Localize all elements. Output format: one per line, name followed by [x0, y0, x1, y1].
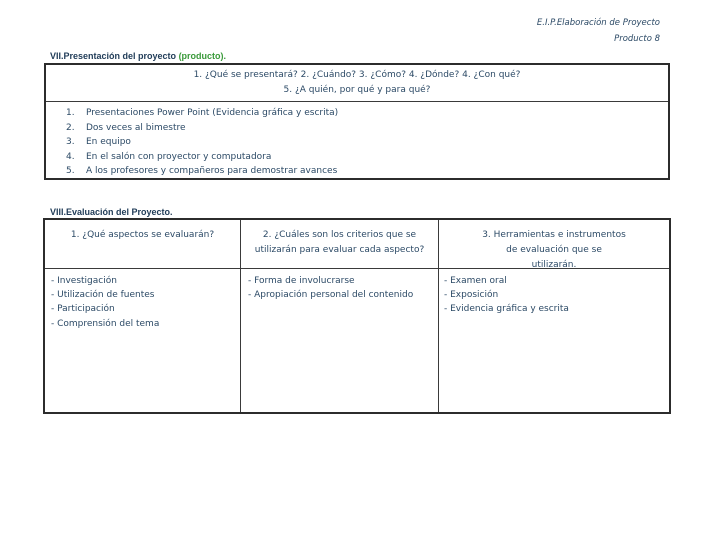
answer-number: 1. — [66, 108, 75, 118]
presentation-questions — [46, 65, 668, 102]
section7-title-accent: (producto). — [178, 51, 227, 61]
answer-item — [46, 135, 338, 150]
questions-line-2: 5. ¿A quién, por qué y para qué? — [283, 85, 431, 95]
tool-item: - Evidencia gráfica y escrita — [444, 304, 569, 315]
answer-item — [46, 106, 338, 121]
answer-number: 2. — [66, 122, 75, 133]
answer-item — [46, 164, 338, 179]
col3-header-line: 3. Herramientas e instrumentos — [482, 230, 626, 240]
col2-list — [248, 274, 413, 302]
questions-line-1: 1. ¿Qué se presentará? 2. ¿Cuándo? 3. ¿Cómo? 4. ¿Dónde? 4. ¿Con qué? — [193, 70, 521, 80]
col2-header-line: 2. ¿Cuáles son los criterios que se — [262, 230, 417, 240]
aspect-item: - Comprensión del tema — [51, 318, 160, 329]
tool-item: - Examen oral — [444, 276, 507, 286]
aspect-item: - Utilización de fuentes — [51, 290, 155, 301]
col3-list — [444, 274, 569, 317]
aspect-item: - Investigación — [51, 276, 117, 286]
aspect-item: - Participación — [51, 304, 115, 315]
col2-header-line: utilizarán para evaluar cada aspecto? — [254, 245, 425, 255]
answer-item — [46, 150, 338, 165]
col3-header — [439, 228, 669, 273]
col3-header-line: de evaluación que se — [506, 245, 602, 255]
answer-text: En el salón con proyector y computadora — [86, 151, 272, 162]
col2-header — [241, 228, 438, 258]
answer-number: 5. — [66, 166, 75, 176]
header-title: E.I.P.Elaboración de Proyecto — [536, 18, 660, 28]
evaluation-table — [43, 218, 671, 414]
answer-number: 4. — [66, 151, 75, 162]
answer-text: En equipo — [86, 137, 131, 147]
col1-header: 1. ¿Qué aspectos se evaluarán? — [70, 230, 215, 240]
col1-list — [51, 274, 159, 331]
section8-title: VIII.Evaluación del Proyecto. — [50, 207, 173, 217]
answer-text: Dos veces al bimestre — [86, 122, 186, 133]
presentation-answers — [46, 106, 338, 179]
answer-number: 3. — [66, 137, 75, 147]
answer-text: A los profesores y compañeros para demostrar avances — [86, 166, 338, 176]
section7-title — [50, 51, 226, 61]
tool-item: - Exposición — [444, 290, 499, 301]
answer-text: Presentaciones Power Point (Evidencia gráfica y escrita) — [86, 108, 339, 118]
header-product: Producto 8 — [614, 34, 660, 44]
col3-header-line: utilizarán. — [531, 260, 577, 270]
criteria-item: - Forma de involucrarse — [248, 276, 355, 286]
presentation-table — [44, 63, 670, 180]
answer-item — [46, 121, 338, 136]
criteria-item: - Apropiación personal del contenido — [248, 290, 414, 301]
section7-title-text: VII.Presentación del proyecto — [50, 51, 177, 61]
